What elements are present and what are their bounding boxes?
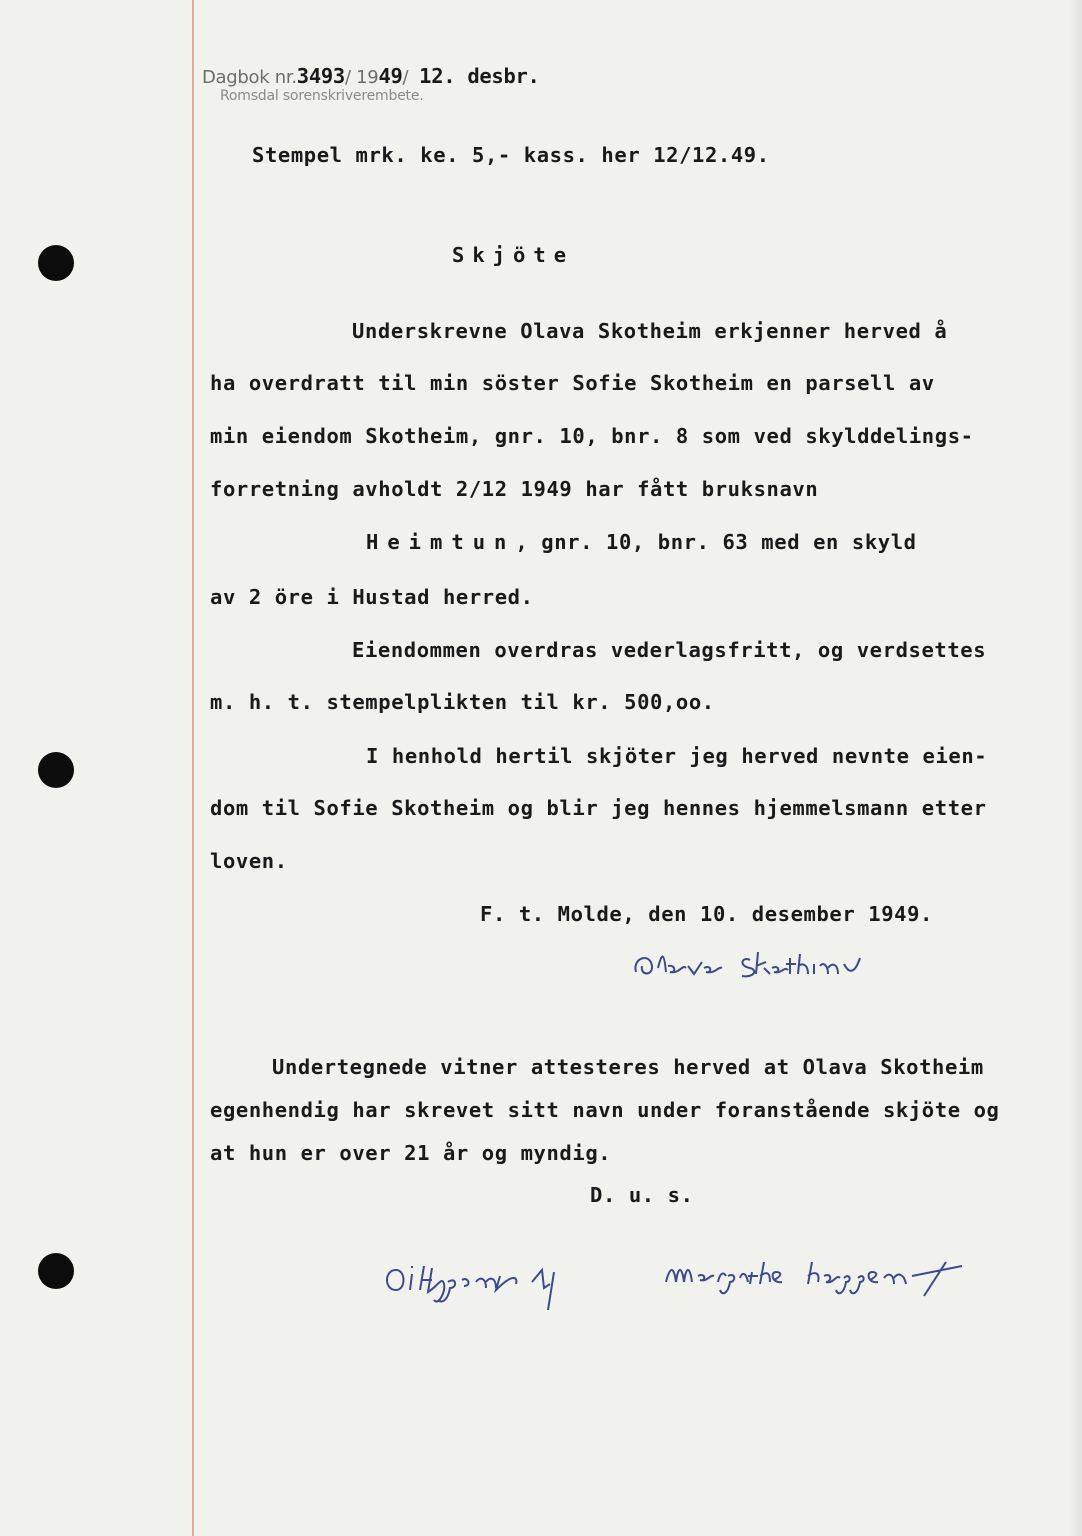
owner-signature-scribble (632, 944, 892, 984)
body-line: min eiendom Skotheim, gnr. 10, bnr. 8 som ved skylddelings- (210, 424, 974, 448)
stamp-date: 12. desbr. (419, 64, 540, 88)
punch-hole (38, 245, 74, 281)
stamp-year-suffix: 49 (378, 64, 403, 88)
property-details: , gnr. 10, bnr. 63 med en skyld (515, 530, 917, 554)
witness-line: at hun er over 21 år og myndig. (210, 1141, 612, 1165)
witness-line: egenhendig har skrevet sitt navn under foranstående skjöte og (210, 1098, 1000, 1122)
body-line: forretning avholdt 2/12 1949 har fått bruksnavn (210, 477, 819, 501)
property-name: Heimtun (366, 530, 516, 554)
witness-signature-1 (382, 1256, 572, 1316)
registry-stamp: Dagbok nr.3493/ 1949/ 12. desbr. (202, 64, 540, 88)
punch-hole (38, 752, 74, 788)
page-edge-shadow (1068, 0, 1082, 1536)
stamp-year-prefix: 19 (356, 67, 379, 88)
witness-signature-2-scribble (662, 1252, 982, 1302)
body-line: I henhold hertil skjöter jeg herved nevnte eien- (366, 744, 988, 768)
stamp-dagbok-prefix: Dagbok nr. (202, 67, 297, 88)
punch-hole (38, 1253, 74, 1289)
witness-line: Undertegnede vitner attesteres herved at Olava Skotheim (272, 1055, 984, 1079)
body-line: av 2 öre i Hustad herred. (210, 585, 534, 609)
stamp-office: Romsdal sorenskriverembete. (220, 88, 424, 104)
witness-signature-1-scribble (382, 1256, 572, 1316)
dus-closing: D. u. s. (590, 1183, 694, 1207)
body-line: ha overdratt til min söster Sofie Skotheim en parsell av (210, 371, 935, 395)
stamp-dagbok-number: 3493 (296, 64, 345, 88)
witness-signature-2 (662, 1252, 982, 1302)
owner-signature (632, 944, 892, 984)
place-date: F. t. Molde, den 10. desember 1949. (480, 902, 933, 926)
fee-line: Stempel mrk. ke. 5,- kass. her 12/12.49. (252, 143, 770, 167)
document-title: Skjöte (452, 243, 575, 267)
body-line: loven. (210, 849, 288, 873)
property-name-line (366, 530, 917, 554)
body-line: Eiendommen overdras vederlagsfritt, og verdsettes (352, 638, 987, 662)
body-line: m. h. t. stempelplikten til kr. 500,oo. (210, 690, 715, 714)
body-line: dom til Sofie Skotheim og blir jeg hennes hjemmelsmann etter (210, 796, 987, 820)
body-line: Underskrevne Olava Skotheim erkjenner herved å (352, 319, 948, 343)
margin-line (192, 0, 194, 1536)
